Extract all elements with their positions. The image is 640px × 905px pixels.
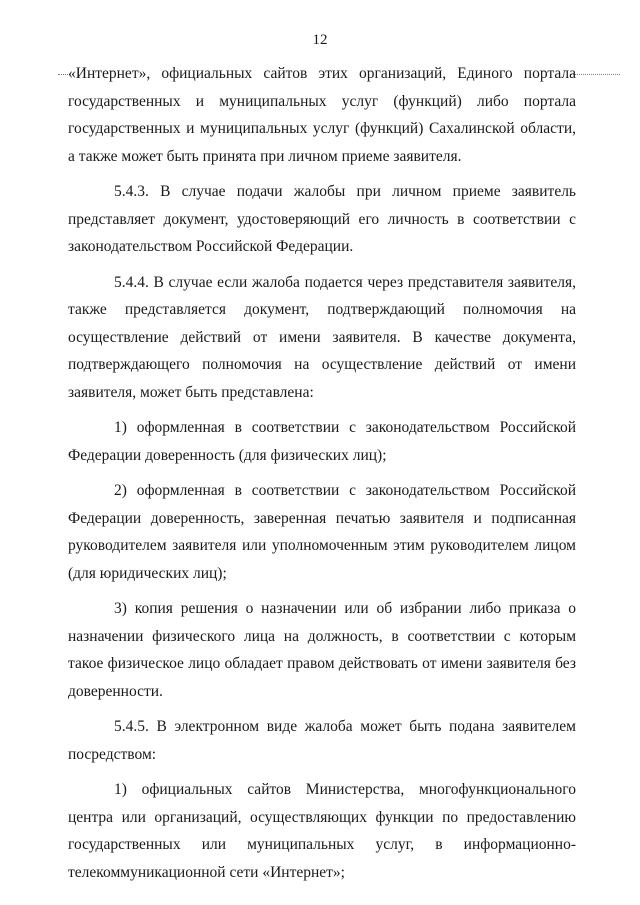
list-item-3: 3) копия решения о назначении или об избрании либо приказа о назначении физического лица на должность, в соответствии с которым такое физическое лицо обладает правом действовать от имени заявителя без доверенности. — [68, 600, 576, 700]
list-item-2: 2) оформленная в соответствии с законодательством Российской Федерации доверенность, заверенная печатью заявителя и подписанная руководителем заявителя или уполномоченным этим руководителем лицом (для юридических лиц); — [68, 482, 576, 582]
paragraph-continuation: «Интернет», официальных сайтов этих организаций, Единого портала государственных и муниципальных услуг (функций) либо портала государственных и муниципальных услуг (функций) Сахалинской области, а также может быть принята при личном приеме заявителя. — [68, 65, 576, 165]
scan-artifact — [58, 74, 68, 76]
paragraph-5-4-3: 5.4.3. В случае подачи жалобы при личном приеме заявитель представляет документ, удостоверяющий его личность в соответствии с законодательством Российской Федерации. — [68, 183, 576, 255]
document-body — [68, 60, 576, 886]
paragraph-5-4-5: 5.4.5. В электронном виде жалоба может быть подана заявителем посредством: — [68, 718, 576, 763]
list-item-1: 1) оформленная в соответствии с законодательством Российской Федерации доверенность (для физических лиц); — [68, 419, 576, 464]
scan-artifact — [570, 74, 620, 76]
paragraph-5-4-4: 5.4.4. В случае если жалоба подается через представителя заявителя, также представляется документ, подтверждающий полномочия на осуществление действий от имени заявителя. В качестве документа, подтверждающего полномочия на осуществление действий от имени заявителя, может быть представлена: — [68, 273, 576, 401]
page-number: 12 — [312, 32, 328, 48]
list-item-electronic-1: 1) официальных сайтов Министерства, многофункционального центра или организаций, осуществляющих функции по предоставлению государственных или муниципальных услуг, в информационно-телекоммуникационной сети «Интернет»; — [68, 781, 576, 881]
